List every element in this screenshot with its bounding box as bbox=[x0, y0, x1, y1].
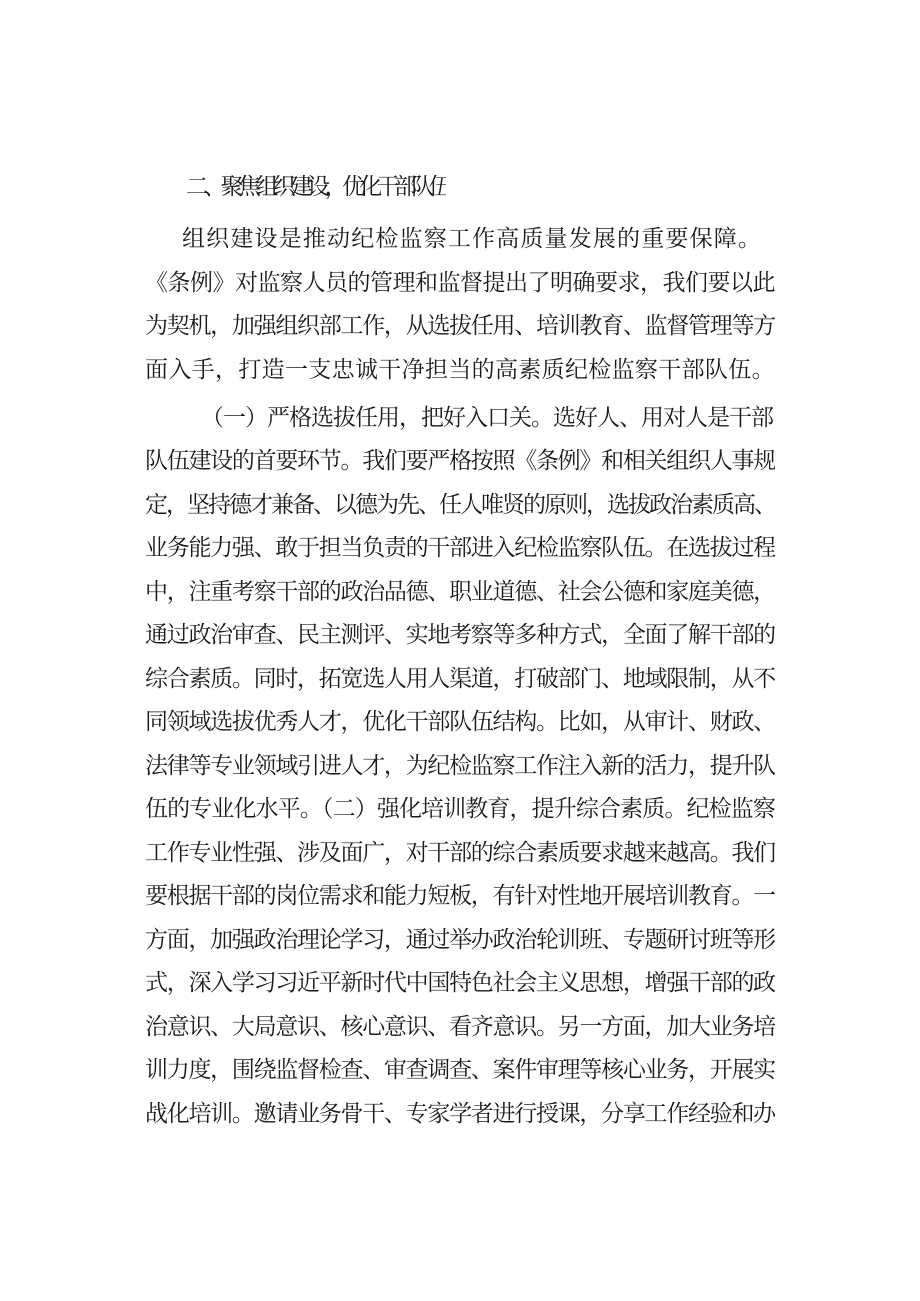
paragraph-line: 综合素质。同时，拓宽选人用人渠道，打破部门、地域限制，从不 bbox=[145, 666, 775, 692]
paragraph-line: 法律等专业领域引进人才，为纪检监察工作注入新的活力，提升队 bbox=[145, 753, 775, 779]
paragraph-line: 《条例》对监察人员的管理和监督提出了明确要求，我们要以此 bbox=[145, 270, 775, 296]
paragraph-line: 式，深入学习习近平新时代中国特色社会主义思想，增强干部的政 bbox=[145, 970, 775, 996]
paragraph-line: 伍的专业化水平。（二）强化培训教育，提升综合素质。纪检监察 bbox=[145, 796, 775, 822]
paragraph-line: 战化培训。邀请业务骨干、专家学者进行授课，分享工作经验和办 bbox=[145, 1101, 775, 1127]
paragraph-line: 业务能力强、敢于担当负责的干部进入纪检监察队伍。在选拔过程 bbox=[145, 535, 775, 561]
paragraph-line: 中，注重考察干部的政治品德、职业道德、社会公德和家庭美德， bbox=[145, 579, 775, 605]
paragraph-line: 定，坚持德才兼备、以德为先、任人唯贤的原则，选拔政治素质高、 bbox=[145, 492, 775, 518]
paragraph-line: 组织建设是推动纪检监察工作高质量发展的重要保障。 bbox=[182, 226, 762, 252]
paragraph-line: 要根据干部的岗位需求和能力短板，有针对性地开展培训教育。一 bbox=[145, 883, 775, 909]
paragraph-line: 队伍建设的首要环节。我们要严格按照《条例》和相关组织人事规 bbox=[145, 448, 775, 474]
paragraph-line: 训力度，围绕监督检查、审查调查、案件审理等核心业务，开展实 bbox=[145, 1057, 775, 1083]
section-heading: 二、聚焦组织建设，优化干部队伍 bbox=[186, 174, 446, 200]
paragraph-line: 通过政治审查、民主测评、实地考察等多种方式，全面了解干部的 bbox=[145, 622, 775, 648]
paragraph-line: 同领域选拔优秀人才，优化干部队伍结构。比如，从审计、财政、 bbox=[145, 709, 775, 735]
paragraph-line: 治意识、大局意识、核心意识、看齐意识。另一方面，加大业务培 bbox=[145, 1014, 775, 1040]
paragraph-line: 方面，加强政治理论学习，通过举办政治轮训班、专题研讨班等形 bbox=[145, 927, 775, 953]
paragraph-line: 面入手，打造一支忠诚干净担当的高素质纪检监察干部队伍。 bbox=[145, 357, 775, 383]
paragraph-line: 为契机，加强组织部工作，从选拔任用、培训教育、监督管理等方 bbox=[145, 313, 775, 339]
paragraph-line: （一）严格选拔任用，把好入口关。选好人、用对人是干部 bbox=[201, 405, 773, 431]
paragraph-line: 工作专业性强、涉及面广，对干部的综合素质要求越来越高。我们 bbox=[145, 840, 775, 866]
